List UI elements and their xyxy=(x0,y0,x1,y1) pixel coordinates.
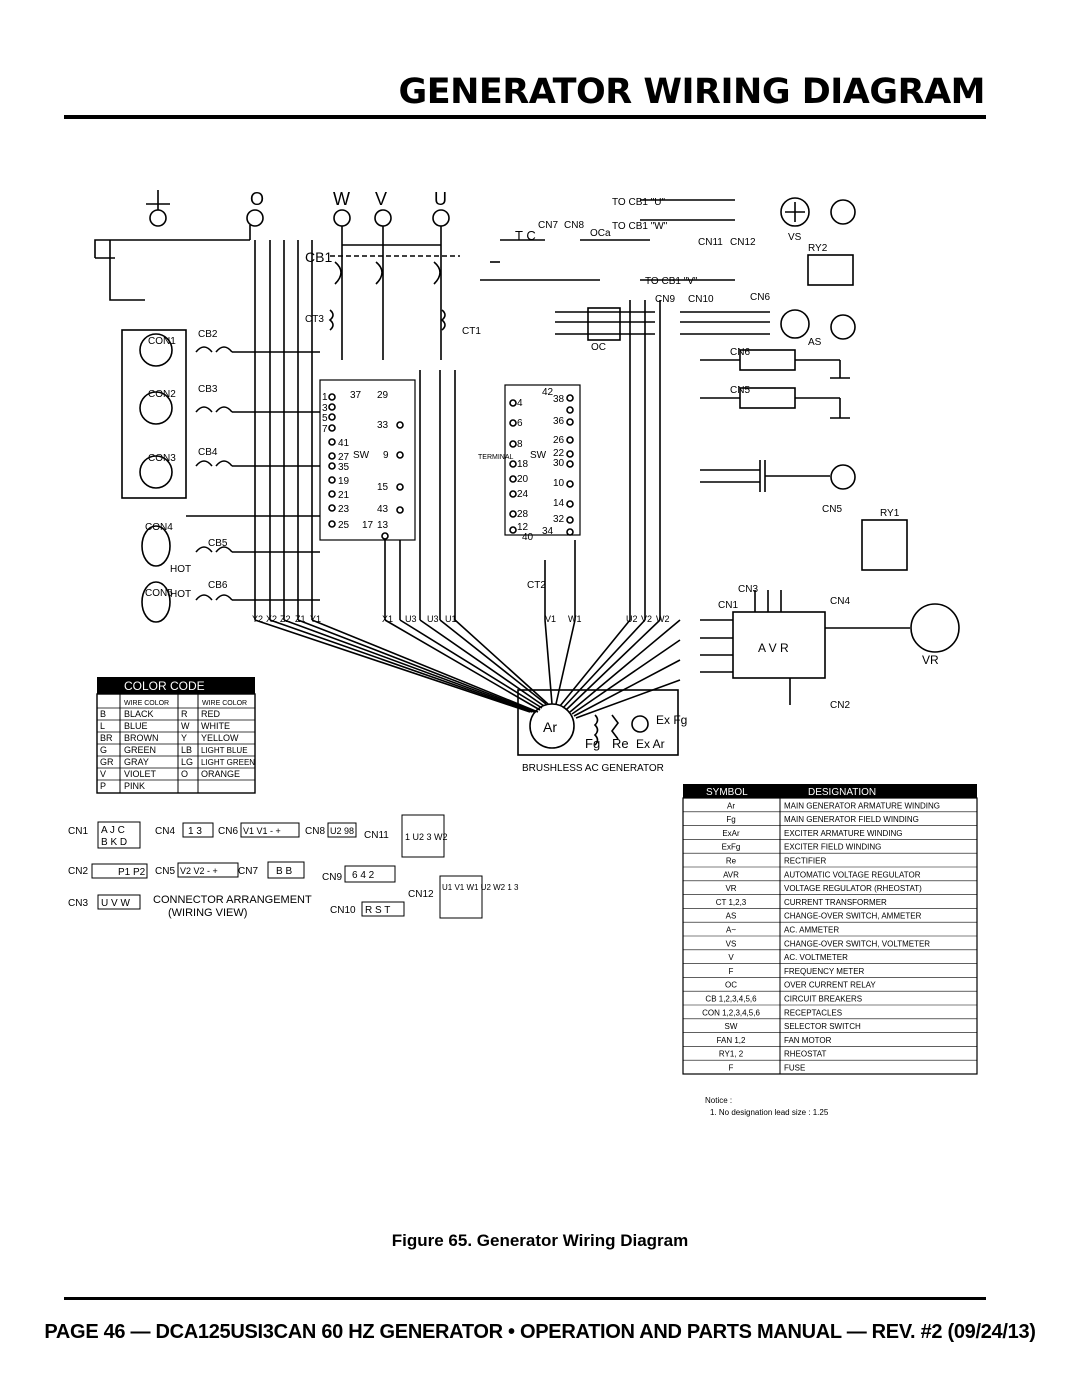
vr-label: VR xyxy=(922,653,939,667)
sw-right-label: SW xyxy=(530,450,547,461)
color-name: WHITE xyxy=(201,721,230,731)
sw-terminal: 30 xyxy=(553,458,565,469)
designation-cell: MAIN GENERATOR FIELD WINDING xyxy=(784,815,919,825)
lead-label: U3 xyxy=(405,614,417,624)
sw-terminal: 1 xyxy=(322,392,328,403)
cb1-label: CB1 xyxy=(305,249,333,265)
ry2-label: RY2 xyxy=(808,243,828,254)
color-code: V xyxy=(100,769,107,779)
fg-label: Fg xyxy=(585,736,601,751)
connector-arrangement-subtitle: (WIRING VIEW) xyxy=(168,907,248,919)
ct2-label: CT2 xyxy=(527,580,546,591)
vs-label: VS xyxy=(788,232,802,243)
cn11-pins: 1 U2 3 W2 xyxy=(405,832,448,842)
cn6b-diagram-label: CN6 xyxy=(730,347,751,358)
footer-rule xyxy=(64,1297,986,1300)
ct1-label: CT1 xyxy=(462,326,481,337)
page-title: GENERATOR WIRING DIAGRAM xyxy=(398,72,985,112)
sw-terminal: 34 xyxy=(542,526,554,537)
terminal-label: TERMINAL xyxy=(478,454,514,461)
designation-cell: MAIN GENERATOR ARMATURE WINDING xyxy=(784,801,941,811)
sw-terminal: 24 xyxy=(517,489,529,500)
cn1-pins-top: A J C xyxy=(101,825,125,836)
cn2-diagram-label: CN2 xyxy=(830,700,851,711)
cn7-diagram-label: CN7 xyxy=(538,220,559,231)
cn2-label: CN2 xyxy=(68,866,89,877)
cn7-label: CN7 xyxy=(238,866,259,877)
cb2-label: CB2 xyxy=(198,329,218,340)
lead-label: Y2 xyxy=(252,614,264,624)
cb5-label: CB5 xyxy=(208,538,228,549)
lead-label: U2 xyxy=(626,614,638,624)
color-code-header: WIRE COLOR xyxy=(124,700,170,707)
symbol-cell: AVR xyxy=(723,870,739,880)
cn12-pins: U1 V1 W1 U2 W2 1 3 xyxy=(442,883,519,892)
to-cb1-v-label: TO CB1 "V" xyxy=(645,276,698,287)
oc-label: OC xyxy=(591,342,606,353)
cn4-pins: 1 3 xyxy=(188,826,202,837)
lead-label: U1 xyxy=(445,614,457,624)
sw-terminal: 17 xyxy=(362,520,374,531)
sw-terminal: 10 xyxy=(553,478,565,489)
sw-terminal: 26 xyxy=(553,435,565,446)
sw-terminal: 42 xyxy=(542,387,554,398)
cn3-label: CN3 xyxy=(68,898,89,909)
designation-cell: AC. VOLTMETER xyxy=(784,953,848,963)
symbol-cell: OC xyxy=(725,980,737,990)
to-cb1-w-label: TO CB1 "W" xyxy=(612,221,668,232)
cn5-diagram-label: CN5 xyxy=(730,385,751,396)
sw-terminal: 19 xyxy=(338,476,350,487)
designation-cell: VOLTAGE REGULATOR (RHEOSTAT) xyxy=(784,884,922,894)
symbol-cell: VS xyxy=(725,939,737,949)
symbol-cell: ExAr xyxy=(722,828,740,838)
sw-terminal: 23 xyxy=(338,504,350,515)
color-name: BROWN xyxy=(124,733,159,743)
sw-terminal: 18 xyxy=(517,459,529,470)
sw-terminal: 33 xyxy=(377,420,389,431)
con1-label: CON1 xyxy=(148,336,176,347)
symbol-cell: CT 1,2,3 xyxy=(715,897,747,907)
sw-terminal: 12 xyxy=(517,522,529,533)
symbol-cell: A~ xyxy=(725,925,737,935)
designation-cell: AC. AMMETER xyxy=(784,925,840,935)
cn11-diagram-label: CN11 xyxy=(698,237,723,248)
sw-terminal: 37 xyxy=(350,390,362,401)
color-name: PINK xyxy=(124,781,146,791)
lead-label: V2 xyxy=(641,614,653,624)
cb4-label: CB4 xyxy=(198,447,218,458)
sw-terminal: 14 xyxy=(553,498,565,509)
designation-cell: FREQUENCY METER xyxy=(784,966,865,976)
sw-terminal: 40 xyxy=(522,532,534,543)
cn9-pins: 6 4 2 xyxy=(352,870,375,881)
lead-label: W2 xyxy=(656,614,670,624)
color-name: LIGHT GREEN xyxy=(201,758,256,767)
designation-cell: EXCITER FIELD WINDING xyxy=(784,842,882,852)
ex-fg-label: Ex Fg xyxy=(656,713,688,727)
sw-terminal: 38 xyxy=(553,394,565,405)
lead-label: Y1 xyxy=(310,614,322,624)
color-name: LIGHT BLUE xyxy=(201,746,248,755)
cn12-diagram-label: CN12 xyxy=(730,237,756,248)
symbol-table xyxy=(683,784,977,1074)
sw-terminal: 28 xyxy=(517,509,529,520)
color-name: RED xyxy=(201,709,221,719)
color-code: B xyxy=(100,709,107,719)
color-name: BLUE xyxy=(124,721,148,731)
sw-terminal: 9 xyxy=(383,450,389,461)
designation-cell: SELECTOR SWITCH xyxy=(784,1022,861,1032)
cb6-label: CB6 xyxy=(208,580,228,591)
color-code: BR xyxy=(100,733,113,743)
connector-arrangement xyxy=(68,815,519,919)
color-name: GREEN xyxy=(124,745,157,755)
designation-cell: FUSE xyxy=(784,1063,806,1073)
color-name: VIOLET xyxy=(124,769,157,779)
cn9-label: CN9 xyxy=(322,872,343,883)
con2-label: CON2 xyxy=(148,389,176,400)
color-code: P xyxy=(100,781,107,791)
sw-left-label: SW xyxy=(353,450,370,461)
cn5b-diagram-label: CN5 xyxy=(822,504,843,515)
color-code: R xyxy=(181,709,188,719)
hot-label-1: HOT xyxy=(170,564,192,575)
designation-header: DESIGNATION xyxy=(808,787,877,798)
designation-cell: RHEOSTAT xyxy=(784,1049,827,1059)
sw-terminal: 43 xyxy=(377,504,389,515)
cn6-pins: V1 V1 - + xyxy=(243,826,281,836)
figure-caption: Figure 65. Generator Wiring Diagram xyxy=(391,1231,689,1250)
lead-label: W1 xyxy=(568,614,582,624)
symbol-cell: AS xyxy=(725,911,737,921)
sw-terminal: 41 xyxy=(338,438,350,449)
cn9-diagram-label: CN9 xyxy=(655,294,676,305)
cn1-pins-bottom: B K D xyxy=(101,837,128,848)
cn8-pins: U2 98 xyxy=(330,826,355,836)
color-code: GR xyxy=(100,757,114,767)
designation-cell: CHANGE-OVER SWITCH, VOLTMETER xyxy=(784,939,931,949)
color-code: Y xyxy=(181,733,188,743)
sw-terminal: 21 xyxy=(338,490,350,501)
symbol-header: SYMBOL xyxy=(706,787,748,798)
oca-label: OCa xyxy=(590,228,611,239)
color-code-header: WIRE COLOR xyxy=(202,700,248,707)
lead-label: X1 xyxy=(382,614,394,624)
sw-terminal: 36 xyxy=(553,416,565,427)
notice-label: Notice : xyxy=(705,1096,733,1105)
color-code: G xyxy=(100,745,108,755)
cn3-pins: U V W xyxy=(101,898,130,909)
terminal-w: W xyxy=(333,189,350,209)
to-cb1-u-label: TO CB1 "U" xyxy=(612,197,666,208)
tc-label: T C xyxy=(515,228,536,243)
con3-label: CON3 xyxy=(148,453,176,464)
lead-label: X2 xyxy=(266,614,278,624)
terminal-v: V xyxy=(375,189,388,209)
cn5-pins: V2 V2 - + xyxy=(180,866,218,876)
page-footer: PAGE 46 — DCA125USI3CAN 60 HZ GENERATOR • OPERATION AND PARTS MANUAL — REV. #2 (09/24/13) xyxy=(44,1321,1036,1343)
designation-cell: EXCITER ARMATURE WINDING xyxy=(784,828,903,838)
cn7-pins: B B xyxy=(276,866,293,877)
lead-label: U3 xyxy=(427,614,439,624)
symbol-cell: F xyxy=(728,966,734,976)
color-code: LB xyxy=(181,745,193,755)
cn11-label: CN11 xyxy=(364,830,389,841)
lead-label: Z2 xyxy=(280,614,291,624)
color-code: W xyxy=(181,721,190,731)
sw-terminal: 20 xyxy=(517,474,529,485)
sw-terminal: 5 xyxy=(322,413,328,424)
symbol-cell: FAN 1,2 xyxy=(716,1035,746,1045)
designation-cell: FAN MOTOR xyxy=(784,1035,832,1045)
re-label: Re xyxy=(612,736,629,751)
terminal-o: O xyxy=(250,189,265,209)
symbol-cell: Ar xyxy=(727,801,735,811)
avr-label: A V R xyxy=(758,641,789,655)
sw-terminal: 22 xyxy=(553,448,565,459)
designation-cell: RECEPTACLES xyxy=(784,1008,843,1018)
cn10-label: CN10 xyxy=(330,905,356,916)
color-name: YELLOW xyxy=(201,733,239,743)
symbol-cell: CON 1,2,3,4,5,6 xyxy=(702,1008,760,1018)
color-code-title: COLOR CODE xyxy=(124,679,205,693)
sw-terminal: 27 xyxy=(338,452,350,463)
sw-terminal: 13 xyxy=(377,520,389,531)
symbol-cell: Fg xyxy=(726,815,736,825)
designation-cell: CIRCUIT BREAKERS xyxy=(784,994,863,1004)
cn2-pins: P1 P2 xyxy=(118,867,146,878)
color-name: BLACK xyxy=(124,709,154,719)
con4-label: CON4 xyxy=(145,522,173,533)
cn5-label: CN5 xyxy=(155,866,176,877)
cn3-diagram-label: CN3 xyxy=(738,584,759,595)
designation-cell: CHANGE-OVER SWITCH, AMMETER xyxy=(784,911,922,921)
con5-label: CON5 xyxy=(145,588,173,599)
ry1-label: RY1 xyxy=(880,508,900,519)
sw-terminal: 4 xyxy=(517,398,523,409)
cn8-diagram-label: CN8 xyxy=(564,220,585,231)
symbol-cell: Re xyxy=(725,856,737,866)
symbol-cell: V xyxy=(728,953,734,963)
sw-terminal: 15 xyxy=(377,482,389,493)
brushless-generator-label: BRUSHLESS AC GENERATOR xyxy=(522,763,664,774)
lead-label: Z1 xyxy=(295,614,306,624)
sw-terminal: 25 xyxy=(338,520,350,531)
sw-terminal: 29 xyxy=(377,390,389,401)
cn1-diagram-label: CN1 xyxy=(718,600,739,611)
designation-cell: RECTIFIER xyxy=(784,856,827,866)
symbol-cell: F xyxy=(728,1063,734,1073)
sw-terminal: 32 xyxy=(553,514,565,525)
color-code: L xyxy=(100,721,106,731)
symbol-cell: ExFg xyxy=(721,842,741,852)
as-label: AS xyxy=(808,337,822,348)
terminal-u: U xyxy=(434,189,447,209)
notice-text: 1. No designation lead size : 1.25 xyxy=(710,1108,829,1117)
cn6-label: CN6 xyxy=(218,826,239,837)
lead-label: V1 xyxy=(545,614,557,624)
sw-terminal: 3 xyxy=(322,403,328,414)
hot-label-2: HOT xyxy=(170,589,192,600)
sw-terminal: 8 xyxy=(517,439,523,450)
ar-label: Ar xyxy=(543,719,557,735)
symbol-cell: SW xyxy=(724,1022,738,1032)
cn10-pins: R S T xyxy=(365,905,391,916)
cn4-diagram-label: CN4 xyxy=(830,596,851,607)
cn4-label: CN4 xyxy=(155,826,176,837)
cn8-label: CN8 xyxy=(305,826,326,837)
cn12-label: CN12 xyxy=(408,889,434,900)
ct3-label: CT3 xyxy=(305,314,324,325)
sw-terminal: 7 xyxy=(322,424,328,435)
color-name: ORANGE xyxy=(201,769,241,779)
color-code: LG xyxy=(181,757,194,767)
cn10-diagram-label: CN10 xyxy=(688,294,714,305)
color-name: GRAY xyxy=(124,757,149,767)
designation-cell: CURRENT TRANSFORMER xyxy=(784,897,887,907)
symbol-cell: CB 1,2,3,4,5,6 xyxy=(705,994,757,1004)
color-code-table xyxy=(97,677,255,793)
sw-terminal: 35 xyxy=(338,462,350,473)
symbol-cell: VR xyxy=(725,884,737,894)
connector-arrangement-title: CONNECTOR ARRANGEMENT xyxy=(153,894,312,906)
cn6-diagram-label: CN6 xyxy=(750,292,771,303)
color-code: O xyxy=(181,769,189,779)
designation-cell: AUTOMATIC VOLTAGE REGULATOR xyxy=(784,870,921,880)
sw-terminal: 6 xyxy=(517,418,523,429)
cb3-label: CB3 xyxy=(198,384,218,395)
symbol-cell: RY1, 2 xyxy=(718,1049,744,1059)
designation-cell: OVER CURRENT RELAY xyxy=(784,980,876,990)
ex-ar-label: Ex Ar xyxy=(636,737,665,751)
cn1-label: CN1 xyxy=(68,826,89,837)
